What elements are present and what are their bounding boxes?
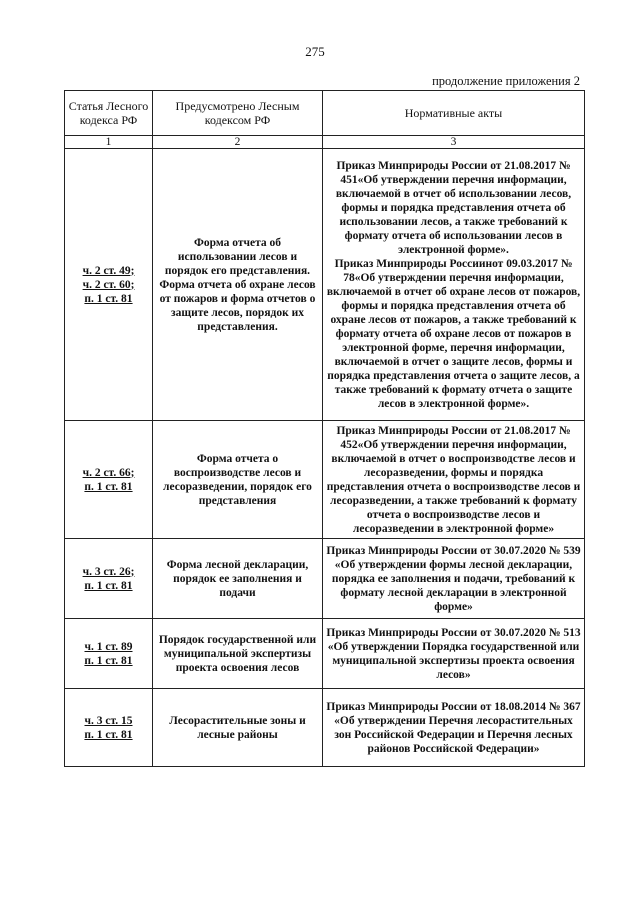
provision-cell: Форма лесной декларации, порядок ее заполнения и подачи [153, 539, 323, 619]
act-paragraph: Приказ Минприроды Россиинот 09.03.2017 № 78«Об утверждении перечня информации, включаемой в отчет об охране лесов от пожаров, формы и порядка представления отчета об охране лесов от пожаров, а также требований к формату отчета об охране лесов от пожаров в электронной форме, перечня информации, включаемой в отчет о защите лесов, формы и порядка представления отчета о защите лесов, а также требований к формату отчета о защите лесов в электронной форме». [326, 257, 581, 410]
acts-cell [323, 539, 585, 619]
article-cell [65, 539, 153, 619]
article-ref: п. 1 ст. 81 [84, 292, 133, 305]
article-ref: п. 1 ст. 81 [84, 579, 133, 592]
page-number: 275 [305, 44, 325, 59]
table-row [65, 149, 585, 421]
provision-cell: Лесорастительные зоны и лесные районы [153, 689, 323, 767]
article-ref: п. 1 ст. 81 [84, 654, 133, 667]
header-acts: Нормативные акты [323, 91, 585, 136]
act-paragraph: Приказ Минприроды России от 21.08.2017 № 452«Об утверждении перечня информации, включаемой в отчет о воспроизводстве лесов и лесоразведении, формы и порядка представления отчета о воспроизводстве лесов и лесоразведении, а также требований к формату отчета о воспроизводстве лесов и лесоразведении в электронной форме» [326, 424, 581, 535]
column-number-row [65, 136, 585, 149]
continuation-note: продолжение приложения 2 [432, 74, 580, 88]
acts-cell [323, 421, 585, 539]
act-paragraph: Приказ Минприроды России от 21.08.2017 № 451«Об утверждении перечня информации, включаемой в отчет об использовании лесов, формы и порядка представления отчета об использовании лесов, а также требований к формату отчета об использовании лесов в электронной форме». [335, 159, 572, 256]
acts-cell [323, 689, 585, 767]
article-cell [65, 689, 153, 767]
column-number: 1 [65, 136, 153, 149]
article-cell [65, 421, 153, 539]
article-ref: п. 1 ст. 81 [84, 728, 133, 741]
article-ref: ч. 1 ст. 89 [84, 640, 133, 653]
table-row [65, 539, 585, 619]
table-header-row [65, 91, 585, 136]
table-row [65, 619, 585, 689]
regulations-table [64, 90, 585, 767]
article-ref: ч. 3 ст. 15 [84, 714, 133, 727]
provision-cell: Форма отчета о воспроизводстве лесов и лесоразведении, порядок его представления [153, 421, 323, 539]
article-ref: п. 1 ст. 81 [84, 480, 133, 493]
article-ref: ч. 2 ст. 66; [82, 466, 135, 479]
act-paragraph: Приказ Минприроды России от 30.07.2020 № 539 «Об утверждении формы лесной декларации, порядка ее заполнения и подачи, требований к формату лесной декларации в электронной форме» [326, 544, 581, 613]
acts-cell [323, 149, 585, 421]
column-number: 3 [323, 136, 585, 149]
header-article: Статья Лесного кодекса РФ [65, 91, 153, 136]
acts-cell [323, 619, 585, 689]
article-cell [65, 149, 153, 421]
provision-cell: Порядок государственной или муниципальной экспертизы проекта освоения лесов [153, 619, 323, 689]
header-provision: Предусмотрено Лесным кодексом РФ [153, 91, 323, 136]
act-paragraph: Приказ Минприроды России от 30.07.2020 № 513 «Об утверждении Порядка государственной или муниципальной экспертизы проекта освоения лесов» [326, 626, 581, 681]
column-number: 2 [153, 136, 323, 149]
article-ref: ч. 3 ст. 26; [82, 565, 135, 578]
table-row [65, 421, 585, 539]
article-cell [65, 619, 153, 689]
article-ref: ч. 2 ст. 49; [82, 264, 135, 277]
article-ref: ч. 2 ст. 60; [82, 278, 135, 291]
table-row [65, 689, 585, 767]
act-paragraph: Приказ Минприроды России от 18.08.2014 № 367 «Об утверждении Перечня лесорастительных зон Российской Федерации и Перечня лесных районов Российской Федерации» [326, 700, 581, 755]
provision-cell: Форма отчета об использовании лесов и порядок его представления. Форма отчета об охране лесов от пожаров и форма отчетов о защите лесов, порядок их представления. [153, 149, 323, 421]
